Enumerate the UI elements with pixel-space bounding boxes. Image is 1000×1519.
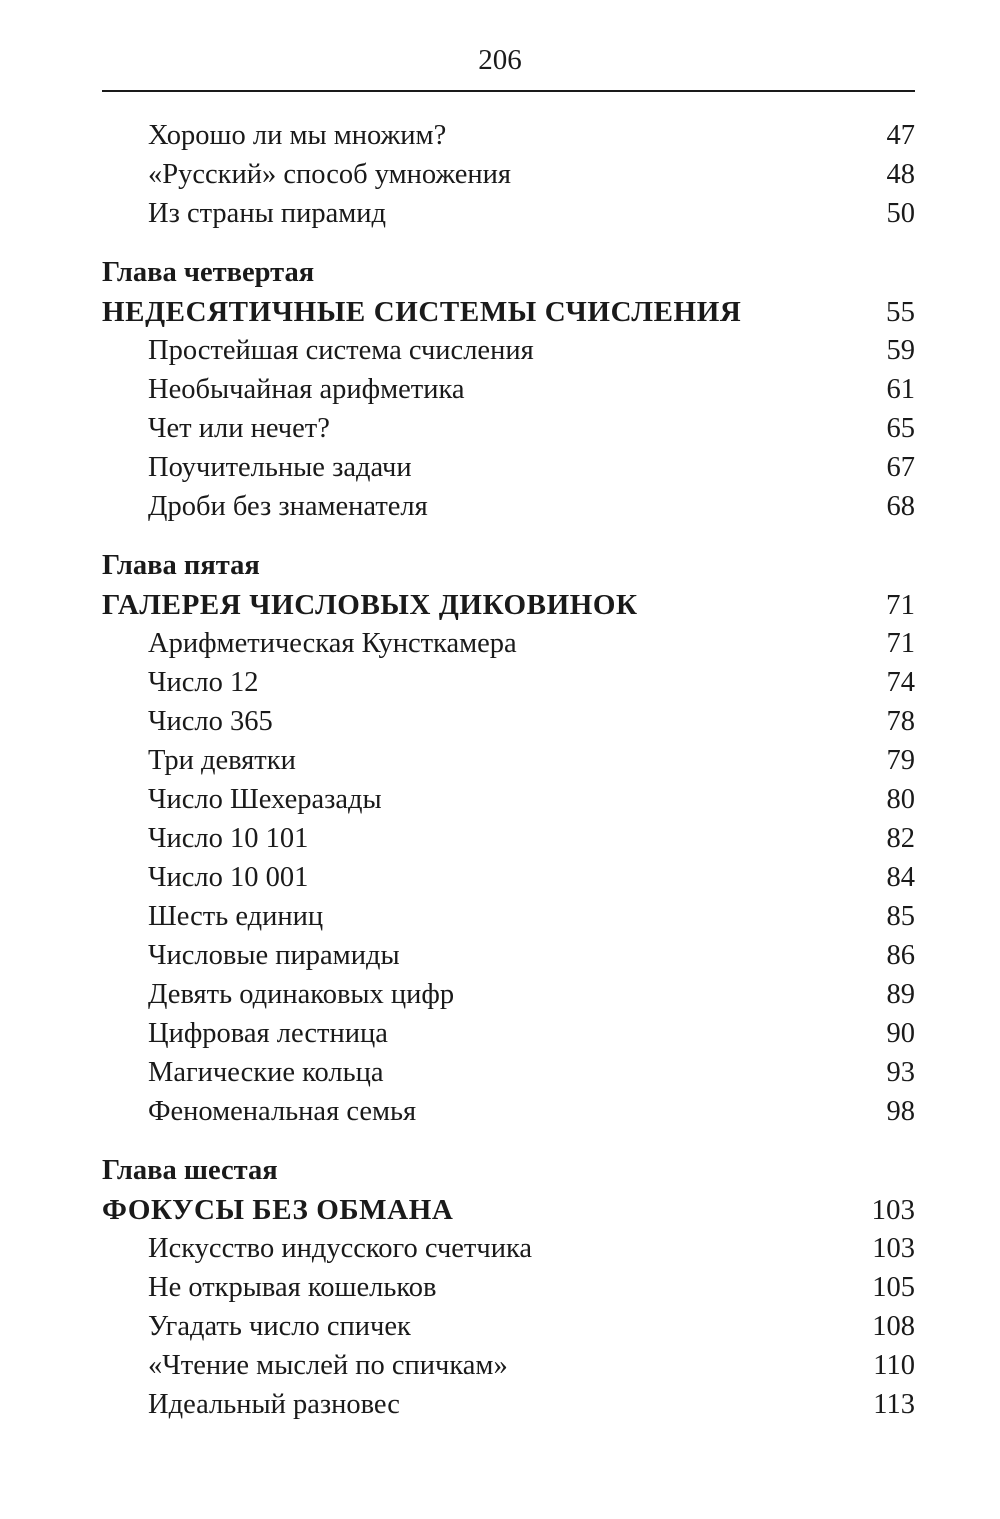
toc-entry-title: Число Шехеразады: [148, 784, 382, 815]
chapter-heading-title: ФОКУСЫ БЕЗ ОБМАНА: [102, 1194, 454, 1226]
chapter-heading[interactable]: [102, 589, 915, 628]
toc-entry-page: 89: [886, 979, 915, 1010]
toc-entry-page: 59: [886, 335, 915, 366]
header-rule: [102, 90, 915, 92]
toc-entry-page: 90: [886, 1018, 915, 1049]
toc-entry-page: 103: [872, 1233, 915, 1264]
toc-entry-title: Простейшая система счисления: [148, 335, 534, 366]
chapter-heading-title: НЕДЕСЯТИЧНЫЕ СИСТЕМЫ СЧИСЛЕНИЯ: [102, 296, 742, 328]
toc-entry[interactable]: [102, 374, 915, 413]
toc-entry[interactable]: [102, 823, 915, 862]
toc-entry-title: Угадать число спичек: [148, 1311, 411, 1342]
toc-entry[interactable]: [102, 901, 915, 940]
toc-entry-title: Феноменальная семья: [148, 1096, 417, 1127]
toc-entry-page: 110: [873, 1350, 915, 1381]
toc-entry-page: 48: [886, 159, 915, 190]
toc-entry[interactable]: [102, 120, 915, 159]
toc-entry-page: 78: [886, 706, 915, 737]
chapter-heading-page: 55: [886, 296, 915, 328]
toc-entry-title: Число 10 101: [148, 823, 309, 854]
chapter-4: [102, 257, 915, 530]
toc-entry-title: Число 12: [148, 667, 259, 698]
chapter-heading[interactable]: [102, 296, 915, 335]
toc-entry-page: 79: [886, 745, 915, 776]
toc-entry-title: Не открывая кошельков: [148, 1272, 437, 1303]
toc-entry-page: 86: [886, 940, 915, 971]
toc-entry[interactable]: [102, 667, 915, 706]
chapter-heading[interactable]: [102, 1194, 915, 1233]
toc-entry-title: Идеальный разновес: [148, 1389, 400, 1420]
toc-entry-page: 105: [872, 1272, 915, 1303]
toc-entry[interactable]: [102, 159, 915, 198]
toc-entry[interactable]: [102, 862, 915, 901]
toc-entry-page: 98: [886, 1096, 915, 1127]
toc-entry[interactable]: [102, 1311, 915, 1350]
toc-entry-title: Число 365: [148, 706, 273, 737]
toc-entry[interactable]: [102, 745, 915, 784]
toc-entry-title: Число 10 001: [148, 862, 309, 893]
toc-entry[interactable]: [102, 1389, 915, 1428]
toc-entry[interactable]: [102, 198, 915, 237]
toc-entry-page: 84: [886, 862, 915, 893]
toc-entry-title: Чет или нечет?: [148, 413, 330, 444]
table-of-contents: [102, 120, 915, 1428]
toc-entry-title: Дроби без знаменателя: [148, 491, 428, 522]
toc-entry-title: Три девятки: [148, 745, 296, 776]
chapter-heading-page: 103: [871, 1194, 915, 1226]
toc-entry-page: 68: [886, 491, 915, 522]
toc-entry[interactable]: [102, 940, 915, 979]
toc-entry-title: Шесть единиц: [148, 901, 324, 932]
toc-entry[interactable]: [102, 1096, 915, 1135]
toc-entry[interactable]: [102, 1272, 915, 1311]
toc-entry-page: 82: [886, 823, 915, 854]
toc-entry-title: Арифметическая Кунсткамера: [148, 628, 517, 659]
toc-entry-page: 65: [886, 413, 915, 444]
toc-entry-title: «Чтение мыслей по спичкам»: [148, 1350, 508, 1381]
toc-entry-page: 50: [886, 198, 915, 229]
toc-entry-page: 71: [886, 628, 915, 659]
toc-entry[interactable]: [102, 784, 915, 823]
page-number: 206: [478, 44, 522, 76]
toc-entry[interactable]: [102, 628, 915, 667]
chapter-heading-title: ГАЛЕРЕЯ ЧИСЛОВЫХ ДИКОВИНОК: [102, 589, 638, 621]
chapter-6: [102, 1155, 915, 1428]
toc-entry[interactable]: [102, 452, 915, 491]
toc-entry-page: 85: [886, 901, 915, 932]
chapter-heading-page: 71: [886, 589, 915, 621]
toc-entry-title: Необычайная арифметика: [148, 374, 465, 405]
toc-entry-title: Цифровая лестница: [148, 1018, 388, 1049]
toc-entry-page: 61: [886, 374, 915, 405]
toc-entry-page: 113: [873, 1389, 915, 1420]
toc-section-top: [102, 120, 915, 237]
toc-entry-page: 93: [886, 1057, 915, 1088]
toc-entry-title: Числовые пирамиды: [148, 940, 400, 971]
toc-entry[interactable]: [102, 1233, 915, 1272]
toc-entry[interactable]: [102, 413, 915, 452]
toc-entry[interactable]: [102, 1018, 915, 1057]
toc-entry[interactable]: [102, 1057, 915, 1096]
toc-entry-page: 47: [886, 120, 915, 151]
toc-entry[interactable]: [102, 1350, 915, 1389]
chapter-5: [102, 550, 915, 1135]
chapter-label: Глава пятая: [102, 550, 260, 581]
toc-entry-title: Хорошо ли мы множим?: [148, 120, 447, 151]
toc-entry-title: Из страны пирамид: [148, 198, 387, 229]
toc-entry-page: 108: [872, 1311, 915, 1342]
chapter-label: Глава шестая: [102, 1155, 278, 1186]
toc-entry[interactable]: [102, 335, 915, 374]
toc-entry-title: «Русский» способ умножения: [148, 159, 512, 190]
toc-entry-title: Искусство индусского счетчика: [148, 1233, 533, 1264]
toc-entry-page: 80: [886, 784, 915, 815]
toc-entry-page: 74: [886, 667, 915, 698]
toc-entry[interactable]: [102, 491, 915, 530]
chapter-label: Глава четвертая: [102, 257, 315, 288]
toc-entry-title: Поучительные задачи: [148, 452, 412, 483]
toc-entry[interactable]: [102, 706, 915, 745]
toc-entry-title: Девять одинаковых цифр: [148, 979, 455, 1010]
toc-entry-page: 67: [886, 452, 915, 483]
toc-entry-title: Магические кольца: [148, 1057, 384, 1088]
toc-entry[interactable]: [102, 979, 915, 1018]
